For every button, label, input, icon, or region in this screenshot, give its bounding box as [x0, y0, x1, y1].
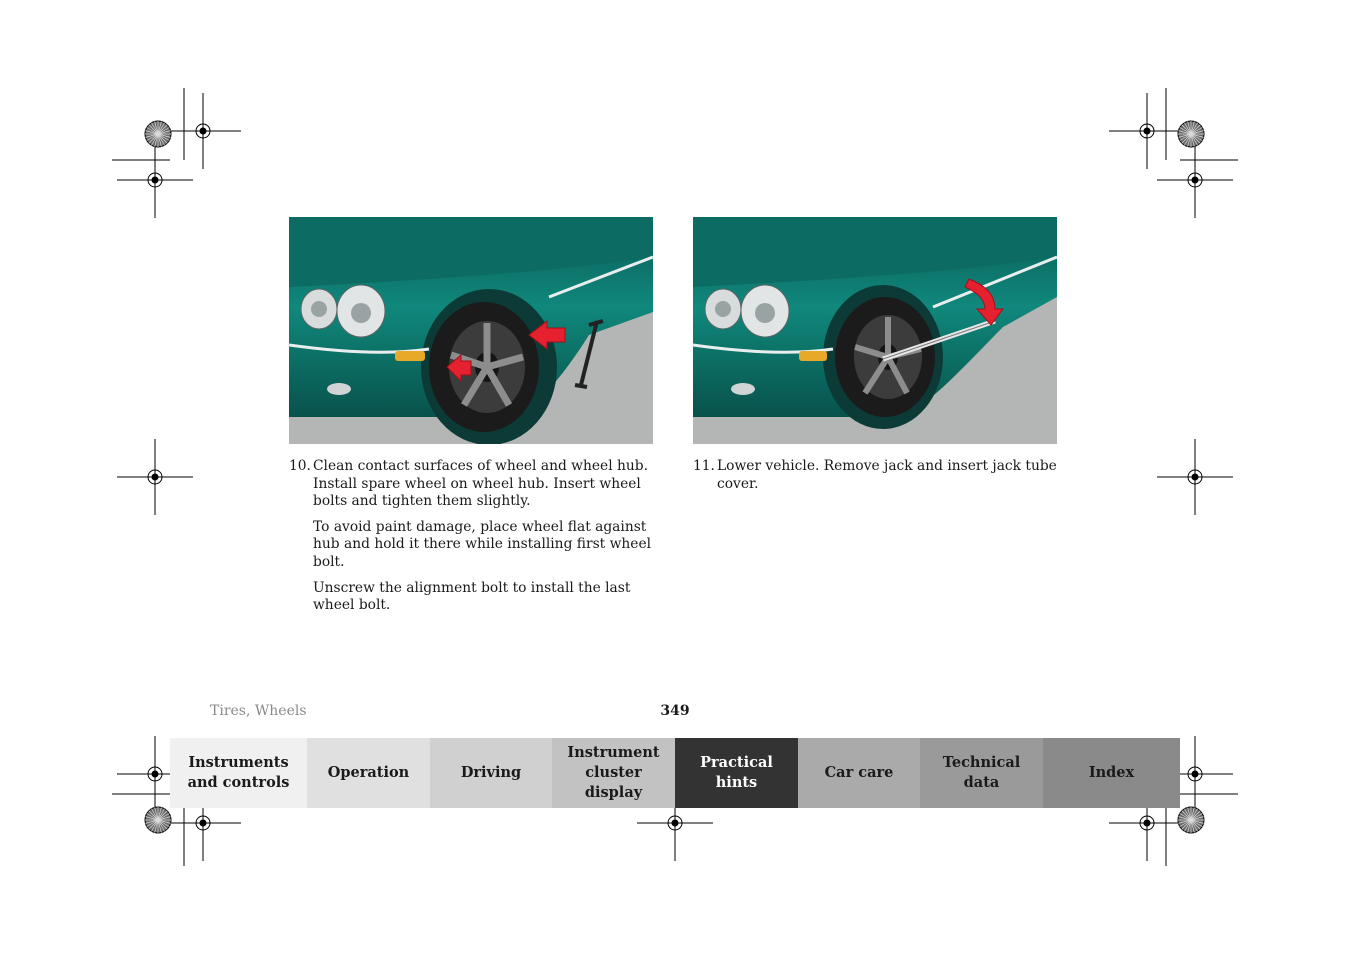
tab-car-care[interactable] — [798, 738, 920, 808]
step-number: 10. — [289, 458, 311, 474]
section-title: Tires, Wheels — [210, 703, 307, 719]
crosshair-mark — [117, 142, 193, 218]
step-paragraph: To avoid paint damage, place wheel flat against hub and hold it there while installing first wheel bolt. — [313, 518, 652, 570]
figure-install-spare-wheel — [289, 217, 653, 444]
crosshair-mark — [1157, 142, 1233, 218]
step-11 — [693, 458, 1065, 501]
step-number: 11. — [693, 458, 715, 474]
step-paragraph: Unscrew the alignment bolt to install the last wheel bolt. — [313, 579, 631, 614]
tab-instrument-cluster-display[interactable] — [552, 738, 675, 808]
tab-operation[interactable] — [307, 738, 430, 808]
chapter-tab-bar — [170, 738, 1180, 808]
step-10 — [289, 458, 661, 623]
rosette-mark — [1178, 807, 1204, 833]
tab-technical-data[interactable] — [920, 738, 1043, 808]
tab-label: Practical hints — [700, 754, 773, 791]
crosshair-mark — [1157, 439, 1233, 515]
tab-instruments-and-controls[interactable] — [170, 738, 307, 808]
tab-label: Car care — [824, 764, 894, 781]
tab-label: Instrument cluster display — [567, 744, 660, 801]
rosette-mark — [1178, 121, 1204, 147]
crosshair-mark — [165, 93, 241, 169]
tab-driving[interactable] — [430, 738, 552, 808]
crosshair-mark — [1109, 93, 1185, 169]
step-paragraph: Clean contact surfaces of wheel and wheel hub. Install spare wheel on wheel hub. Insert wheel bolts and tighten them slightly. — [313, 458, 648, 510]
tab-label: Instruments and controls — [187, 754, 290, 791]
step-paragraph: Lower vehicle. Remove jack and insert jack tube cover. — [717, 458, 1057, 492]
rosette-mark — [145, 807, 171, 833]
crosshair-mark — [117, 439, 193, 515]
tab-index[interactable] — [1043, 738, 1180, 808]
tab-practical-hints[interactable] — [675, 738, 798, 808]
figure-lower-vehicle — [693, 217, 1057, 444]
rosette-mark — [145, 121, 171, 147]
page-number: 349 — [660, 703, 690, 719]
tab-label: Index — [1088, 764, 1135, 781]
tab-label: Technical data — [942, 754, 1021, 791]
tab-label: Operation — [327, 764, 410, 781]
tab-label: Driving — [460, 764, 522, 781]
